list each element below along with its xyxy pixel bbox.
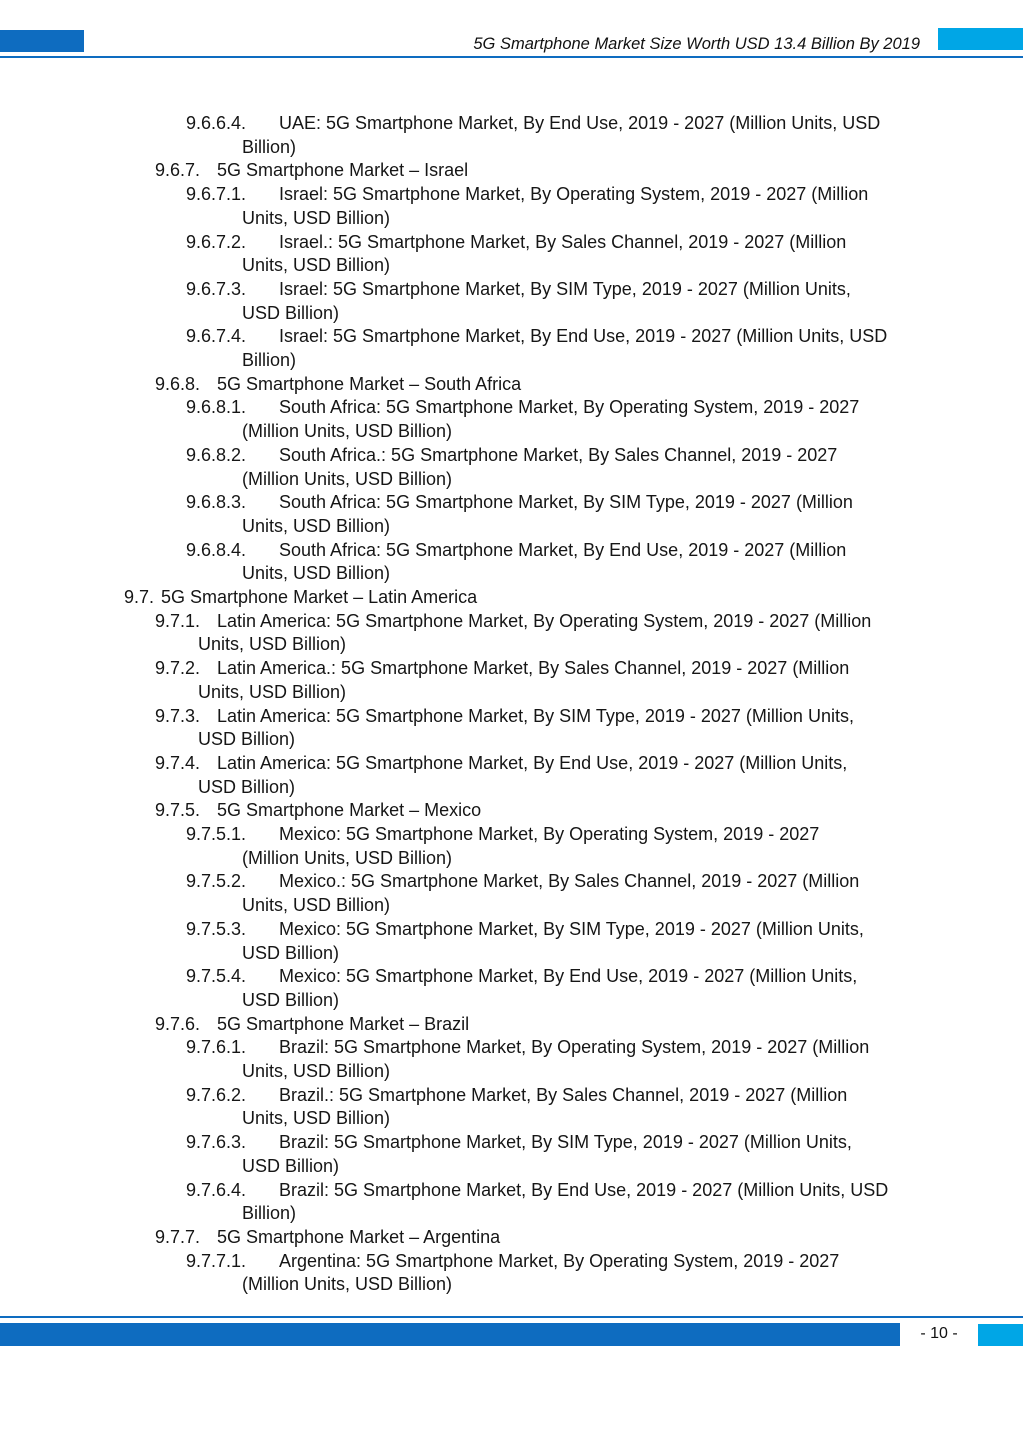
toc-entry-title-continuation: (Million Units, USD Billion) bbox=[242, 847, 453, 868]
toc-entry-number: 9.7.5.2. bbox=[186, 871, 247, 892]
toc-entry-title-continuation: USD Billion) bbox=[242, 989, 340, 1010]
toc-entry-title: Brazil.: 5G Smartphone Market, By Sales Channel, 2019 - 2027 (Million bbox=[279, 1084, 848, 1105]
toc-entry-title: South Africa: 5G Smartphone Market, By Operating System, 2019 - 2027 bbox=[279, 397, 860, 418]
toc-entry-number: 9.6.7. bbox=[155, 160, 201, 181]
toc-entry-title-continuation: USD Billion) bbox=[198, 729, 296, 750]
toc-entry-title: Israel: 5G Smartphone Market, By End Use, 2019 - 2027 (Million Units, USD bbox=[279, 326, 888, 347]
toc-entry-title-continuation: Billion) bbox=[242, 136, 297, 157]
toc-entry bbox=[186, 325, 887, 372]
footer-accent-right bbox=[978, 1324, 1023, 1346]
toc-entry bbox=[186, 278, 851, 325]
toc-entry bbox=[186, 1131, 852, 1178]
toc-entry-title: Israel: 5G Smartphone Market, By SIM Type, 2019 - 2027 (Million Units, bbox=[279, 278, 851, 299]
toc-entry bbox=[186, 539, 846, 586]
toc-entry bbox=[124, 586, 477, 610]
toc-entry-title: Brazil: 5G Smartphone Market, By End Use, 2019 - 2027 (Million Units, USD bbox=[279, 1179, 889, 1200]
toc-entry bbox=[186, 1084, 847, 1131]
toc-entry-title: Mexico: 5G Smartphone Market, By Operating System, 2019 - 2027 bbox=[279, 824, 820, 844]
toc-entry-title-continuation: (Million Units, USD Billion) bbox=[242, 421, 453, 442]
toc-entry bbox=[155, 159, 468, 183]
toc-entry-title-continuation: Units, USD Billion) bbox=[242, 515, 391, 536]
footer-rule bbox=[0, 1316, 1023, 1318]
toc-entry bbox=[155, 1013, 469, 1037]
toc-entry-number: 9.6.7.1. bbox=[186, 184, 247, 205]
toc-entry-title-continuation: Units, USD Billion) bbox=[242, 255, 391, 276]
toc-entry-number: 9.7.1. bbox=[155, 610, 201, 631]
toc-entry-number: 9.7. bbox=[124, 587, 155, 607]
toc-entry-title-continuation: Units, USD Billion) bbox=[242, 207, 391, 228]
page-header-title: 5G Smartphone Market Size Worth USD 13.4 Billion By 2019 bbox=[473, 35, 920, 53]
toc-entry-title: Mexico.: 5G Smartphone Market, By Sales Channel, 2019 - 2027 (Million bbox=[279, 871, 860, 892]
toc-entry-number: 9.6.7.3. bbox=[186, 278, 247, 299]
toc-entry-title-continuation: USD Billion) bbox=[242, 1155, 340, 1176]
toc-entry bbox=[186, 231, 846, 278]
header-accent-left bbox=[0, 30, 84, 52]
toc-entry-title: Mexico: 5G Smartphone Market, By SIM Type, 2019 - 2027 (Million Units, bbox=[279, 918, 864, 939]
toc-entry-title-continuation: Units, USD Billion) bbox=[242, 563, 391, 584]
toc-entry-title-continuation: (Million Units, USD Billion) bbox=[242, 1274, 453, 1295]
toc-entry-title-continuation: Units, USD Billion) bbox=[198, 681, 347, 702]
page-number: - 10 - bbox=[920, 1325, 958, 1342]
toc-entry-number: 9.7.5.3. bbox=[186, 918, 247, 939]
toc-entry-number: 9.7.3. bbox=[155, 705, 201, 726]
toc-entry-number: 9.7.2. bbox=[155, 658, 201, 679]
toc-entry-number: 9.6.8.4. bbox=[186, 539, 247, 560]
toc-entry-number: 9.6.8.3. bbox=[186, 492, 247, 513]
toc-entry-number: 9.7.6.4. bbox=[186, 1179, 247, 1200]
toc-entry bbox=[186, 823, 819, 870]
toc-entry-number: 9.7.6.2. bbox=[186, 1084, 247, 1105]
toc-entry-number: 9.7.6.1. bbox=[186, 1037, 247, 1058]
toc-entry-title: Brazil: 5G Smartphone Market, By Operating System, 2019 - 2027 (Million bbox=[279, 1037, 870, 1058]
toc-entry bbox=[155, 373, 521, 397]
toc-entry bbox=[155, 705, 854, 752]
toc-entry-number: 9.6.7.2. bbox=[186, 231, 247, 252]
toc-entry bbox=[155, 1226, 500, 1250]
toc-entry-title: South Africa: 5G Smartphone Market, By End Use, 2019 - 2027 (Million bbox=[279, 539, 847, 560]
toc-entry bbox=[186, 1250, 839, 1297]
toc-entry-title: Israel: 5G Smartphone Market, By Operating System, 2019 - 2027 (Million bbox=[279, 184, 869, 205]
toc-entry-title: 5G Smartphone Market – Israel bbox=[217, 160, 469, 181]
header-accent-right bbox=[938, 28, 1023, 50]
toc-entry bbox=[155, 610, 871, 657]
toc-entry bbox=[186, 870, 859, 917]
toc-entry-number: 9.7.7.1. bbox=[186, 1250, 247, 1271]
toc-entry-title-continuation: Billion) bbox=[242, 1203, 297, 1224]
toc-entry-title: 5G Smartphone Market – Latin America bbox=[161, 587, 478, 607]
toc-entry-title-continuation: Billion) bbox=[242, 350, 297, 370]
toc-entry-title: South Africa.: 5G Smartphone Market, By Sales Channel, 2019 - 2027 bbox=[279, 444, 838, 465]
toc-entry-title-continuation: Units, USD Billion) bbox=[242, 895, 391, 916]
toc-entry-title: South Africa: 5G Smartphone Market, By SIM Type, 2019 - 2027 (Million bbox=[279, 492, 853, 513]
toc-entry-title: 5G Smartphone Market – Argentina bbox=[217, 1226, 501, 1247]
toc-entry bbox=[155, 752, 847, 799]
toc-entry-number: 9.6.8. bbox=[155, 373, 201, 394]
toc-entry-title: Argentina: 5G Smartphone Market, By Operating System, 2019 - 2027 bbox=[279, 1250, 840, 1271]
toc-entry bbox=[186, 1179, 888, 1226]
toc-entry bbox=[186, 183, 868, 230]
footer-bar bbox=[0, 1323, 900, 1346]
toc-entry-number: 9.7.5.1. bbox=[186, 824, 247, 844]
toc-entry-title: Latin America: 5G Smartphone Market, By Operating System, 2019 - 2027 (Million bbox=[217, 610, 872, 631]
toc-entry-number: 9.6.7.4. bbox=[186, 326, 247, 347]
toc-entry-title: 5G Smartphone Market – South Africa bbox=[217, 373, 522, 394]
toc-entry-title-continuation: USD Billion) bbox=[242, 942, 340, 963]
toc-entry bbox=[186, 396, 859, 443]
toc-entry-title-continuation: (Million Units, USD Billion) bbox=[242, 468, 453, 489]
toc-entry-number: 9.7.5.4. bbox=[186, 966, 247, 987]
toc-entry-title-continuation: USD Billion) bbox=[198, 776, 296, 797]
toc-entry bbox=[155, 799, 481, 823]
toc-entry-title: Latin America: 5G Smartphone Market, By End Use, 2019 - 2027 (Million Units, bbox=[217, 752, 848, 773]
toc-entry-number: 9.6.6.4. bbox=[186, 113, 247, 133]
toc-entry-title: Israel.: 5G Smartphone Market, By Sales Channel, 2019 - 2027 (Million bbox=[279, 231, 847, 252]
header-rule bbox=[0, 56, 1023, 58]
toc-entry bbox=[186, 965, 857, 1012]
toc-entry bbox=[186, 112, 880, 159]
toc-entry bbox=[186, 444, 837, 491]
toc-entry bbox=[186, 1036, 869, 1083]
toc-entry-title: Latin America.: 5G Smartphone Market, By Sales Channel, 2019 - 2027 (Million bbox=[217, 658, 850, 679]
toc-entry-number: 9.7.6.3. bbox=[186, 1132, 247, 1153]
toc-entry-title-continuation: Units, USD Billion) bbox=[242, 1061, 391, 1081]
toc-entry-title: Brazil: 5G Smartphone Market, By SIM Type, 2019 - 2027 (Million Units, bbox=[279, 1132, 852, 1153]
toc-entry-number: 9.7.7. bbox=[155, 1226, 201, 1247]
toc-entry bbox=[155, 657, 849, 704]
toc-entry-number: 9.6.8.2. bbox=[186, 444, 247, 465]
toc-entry bbox=[186, 491, 853, 538]
toc-entry-title: Mexico: 5G Smartphone Market, By End Use, 2019 - 2027 (Million Units, bbox=[279, 966, 858, 987]
toc-entry-title: 5G Smartphone Market – Brazil bbox=[217, 1013, 470, 1034]
toc-entry-title: UAE: 5G Smartphone Market, By End Use, 2019 - 2027 (Million Units, USD bbox=[279, 113, 881, 133]
toc-entry-number: 9.7.4. bbox=[155, 752, 201, 773]
toc-entry bbox=[186, 918, 864, 965]
toc-entry-number: 9.7.5. bbox=[155, 800, 201, 821]
toc-entry-title: 5G Smartphone Market – Mexico bbox=[217, 800, 482, 821]
toc-entry-title-continuation: Units, USD Billion) bbox=[198, 634, 347, 655]
toc-entry-number: 9.7.6. bbox=[155, 1013, 201, 1034]
toc-entry-title: Latin America: 5G Smartphone Market, By SIM Type, 2019 - 2027 (Million Units, bbox=[217, 705, 854, 726]
toc-entry-title-continuation: USD Billion) bbox=[242, 302, 340, 323]
toc-entry-number: 9.6.8.1. bbox=[186, 397, 247, 418]
toc-entry-title-continuation: Units, USD Billion) bbox=[242, 1108, 391, 1129]
